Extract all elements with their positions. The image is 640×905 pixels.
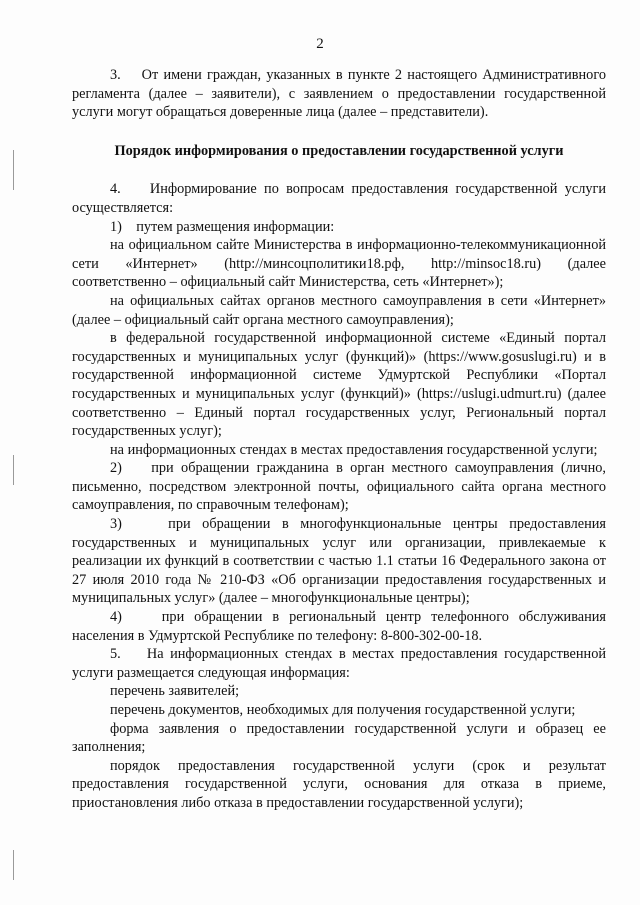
paragraph-5-documents: перечень документов, необходимых для получения государственной услуги; (110, 702, 576, 718)
paragraph-ministry-site: на официальном сайте Министерства в информационно-телекоммуникационной сети «Интернет» (http://минсоцполитики18.рф, http://minsoc18.ru) (далее соответственно – официальный сайт Министерства, сеть «Интернет»); (72, 237, 606, 291)
paragraph-4-item-2: 2) при обращении гражданина в орган местного самоуправления (лично, письменно, посредством электронной почты, официального сайта органа местного самоуправления, по справочным телефонам); (72, 460, 606, 514)
paragraph-stands: на информационных стендах в местах предоставления государственной услуги; (110, 441, 598, 458)
paragraph-4-item-3: 3) при обращении в многофункциональные центры предоставления государственных и муниципальных услуг или организации, привлекаемые к реализации их функций в соответствии с частью 1.1 статьи 16 Федерального закона от 27 июля 2010 года № 210-ФЗ «Об организации предоставления государственных и муниципальных услуг» (далее – многофункциональные центры); (72, 516, 606, 607)
scan-margin-mark (13, 150, 14, 190)
paragraph-3: 3. От имени граждан, указанных в пункте 2 настоящего Административного регламента (далее – заявители), с заявлением о предоставлении государственной услуги могут обращаться доверенные лица (далее – представители). (72, 67, 606, 121)
paragraph-5: 5. На информационных стендах в местах предоставления государственной услуги размещается следующая информация: (72, 646, 606, 681)
paragraph-5-applicants: перечень заявителей; (110, 683, 240, 700)
paragraph-4-item-1: 1) путем размещения информации: (110, 218, 335, 235)
paragraph-4: 4. Информирование по вопросам предоставления государственной услуги осуществляется: (72, 181, 606, 216)
paragraph-portals: в федеральной государственной информационной системе «Единый портал государственных и муниципальных услуг (функций)» (https://www.gosuslugi.ru) и в государственной информационной системе Удмуртской Республики «Портал государственных и муниципальных услуг (функций)» (https://uslugi.udmurt.ru) (далее соответственно – Единый портал государственных услуг, Региональный портал государственных услуг); (72, 330, 606, 440)
paragraph-local-sites: на официальных сайтах органов местного самоуправления в сети «Интернет» (далее – официальный сайт органа местного самоуправления); (72, 292, 606, 328)
scan-margin-mark (13, 455, 14, 485)
document-body (72, 66, 606, 813)
section-heading: Порядок информирования о предоставлении государственной услуги (114, 142, 564, 159)
page-number: 2 (316, 36, 324, 52)
paragraph-5-form: форма заявления о предоставлении государственной услуги и образец ее заполнения; (72, 720, 606, 756)
scan-margin-mark (13, 850, 14, 880)
paragraph-4-item-4: 4) при обращении в региональный центр телефонного обслуживания населения в Удмуртской Республике по телефону: 8-800-302-00-18. (72, 609, 606, 644)
paragraph-5-procedure: порядок предоставления государственной услуги (срок и результат предоставления государственной услуги, основания для отказа в приеме, приостановления либо отказа в предоставлении государственной услуги); (72, 757, 606, 811)
